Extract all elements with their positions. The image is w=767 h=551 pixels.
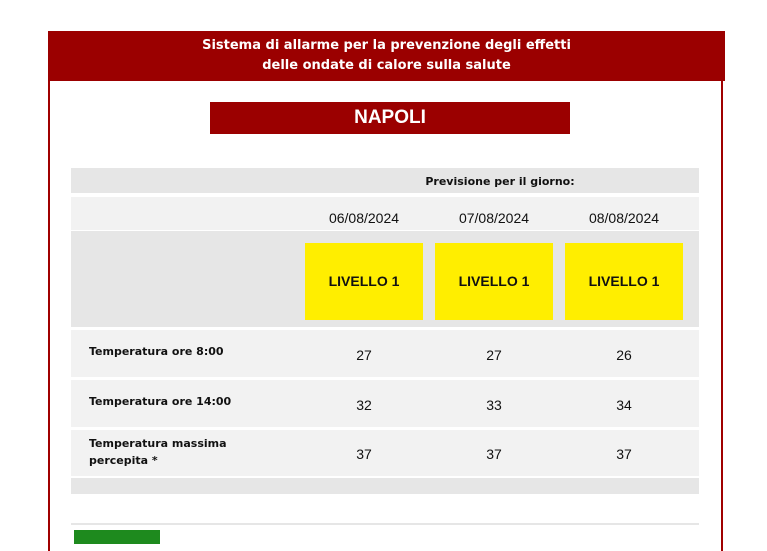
alert-level-badge: LIVELLO 1: [305, 243, 423, 320]
temperature-value: 27: [356, 347, 372, 363]
temperature-value: 26: [616, 347, 632, 363]
forecast-label: Previsione per il giorno:: [425, 175, 575, 188]
temperature-value: 37: [486, 446, 502, 462]
temperature-value: 37: [356, 446, 372, 462]
temperature-value: 37: [616, 446, 632, 462]
forecast-date: 06/08/2024: [328, 210, 400, 226]
row-label-max-perceived: Temperatura massima percepita *: [89, 437, 227, 467]
header-title-line2: delle ondate di calore sulla salute: [262, 58, 511, 73]
row-label-temp-8: Temperatura ore 8:00: [89, 345, 224, 358]
city-title: NAPOLI: [210, 102, 570, 134]
table-footer-band: [71, 478, 699, 494]
section-divider: [71, 523, 699, 525]
forecast-date: 07/08/2024: [458, 210, 530, 226]
green-button[interactable]: [74, 530, 160, 544]
temperature-value: 27: [486, 347, 502, 363]
alert-level-badge: LIVELLO 1: [565, 243, 683, 320]
header-banner: [48, 31, 725, 81]
temperature-value: 34: [616, 397, 632, 413]
temperature-value: 33: [486, 397, 502, 413]
forecast-date: 08/08/2024: [588, 210, 660, 226]
row-label-temp-14: Temperatura ore 14:00: [89, 395, 232, 408]
header-title-line1: Sistema di allarme per la prevenzione degli effetti: [202, 38, 571, 53]
temperature-value: 32: [356, 397, 372, 413]
alert-level-badge: LIVELLO 1: [435, 243, 553, 320]
